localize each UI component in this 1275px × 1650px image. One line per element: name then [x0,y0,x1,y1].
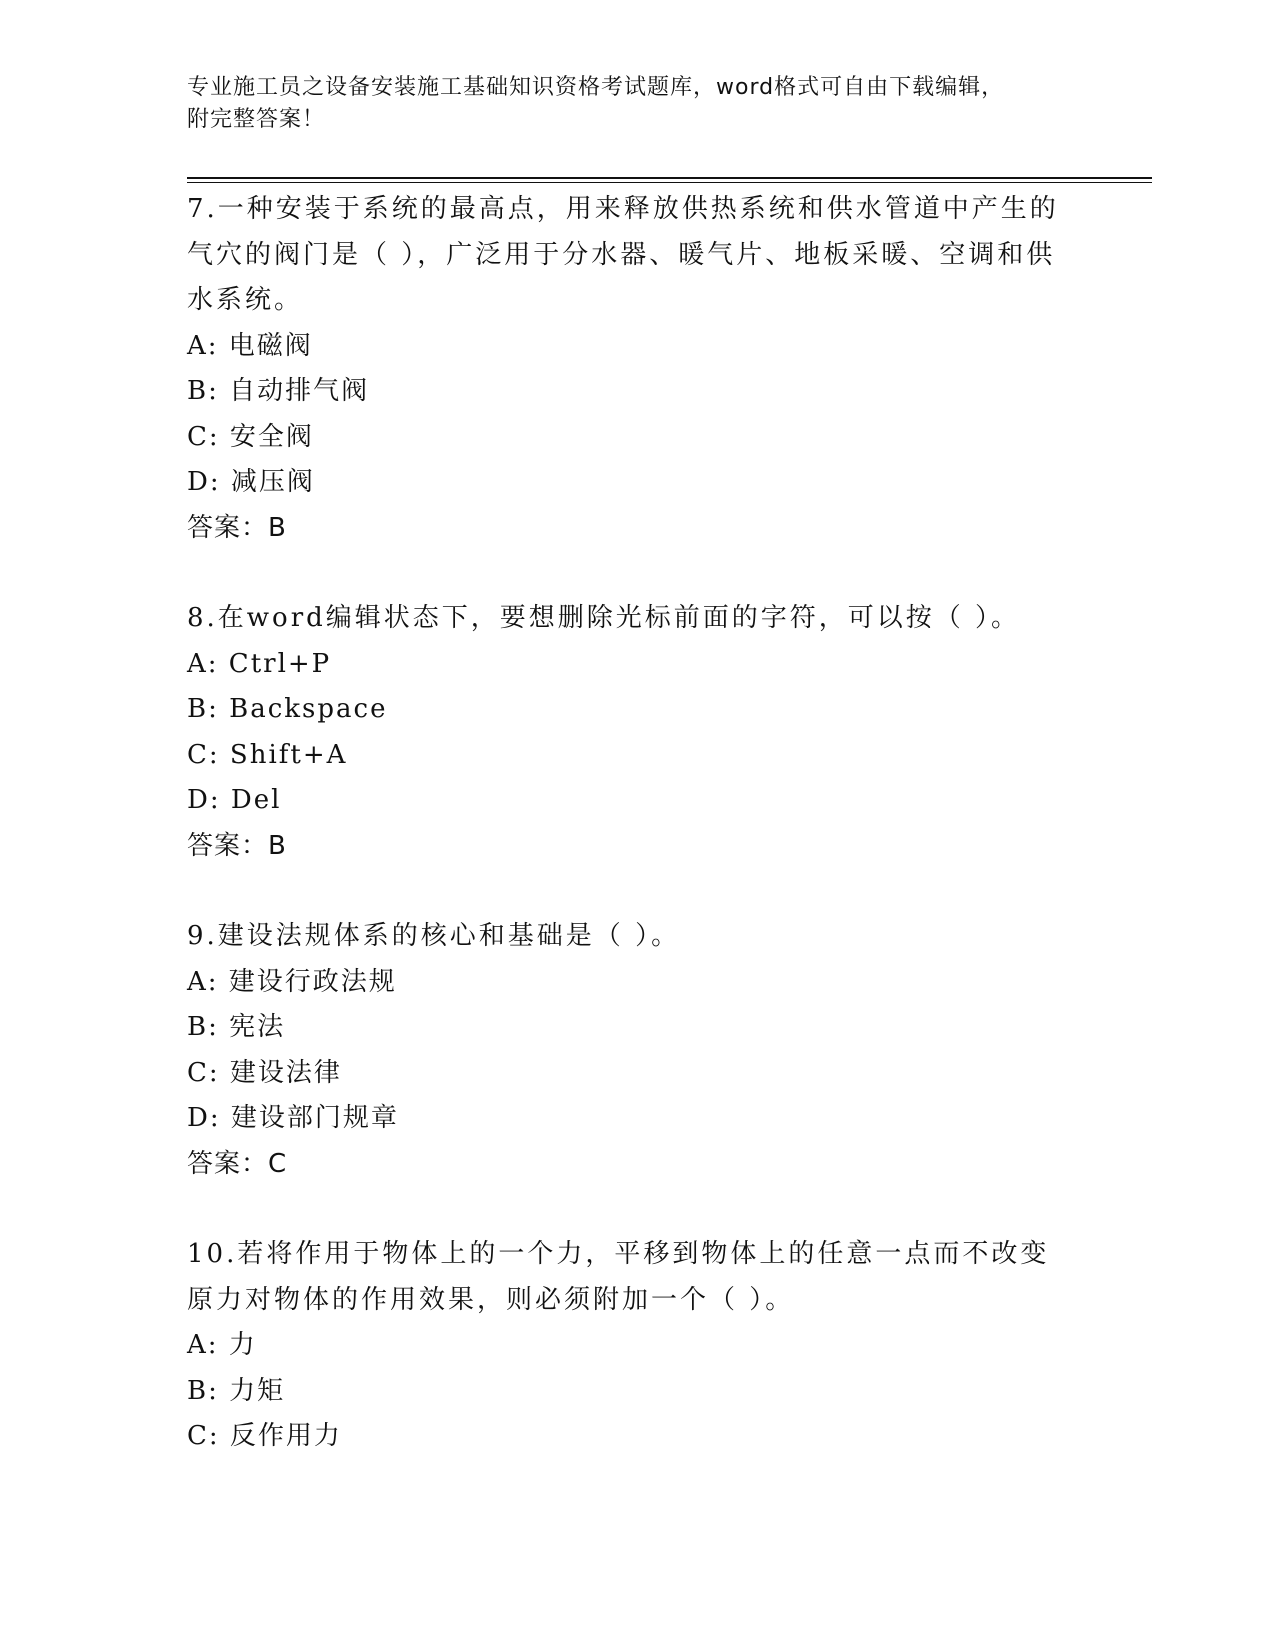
option-a: A: 建设行政法规 [187,966,397,997]
option-c: C: 反作用力 [187,1421,342,1451]
question-8 [187,596,1067,869]
question-stem: 8.在word编辑状态下，要想删除光标前面的字符，可以按（ ）。 [187,603,1021,633]
header-line-1: 专业施工员之设备安装施工基础知识资格考试题库，word格式可自由下载编辑， [187,75,1005,100]
question-7 [187,187,1067,551]
question-10 [187,1232,1067,1460]
document-header [187,72,1067,136]
option-d: D: Del [187,785,282,815]
question-stem: 7.一种安装于系统的最高点，用来释放供热系统和供水管道中产生的气穴的阀门是（ ），广泛用于分水器、暖气片、地板采暖、空调和供水系统。 [187,194,1059,315]
question-9 [187,914,1067,1187]
answer: 答案：C [187,1148,288,1179]
header-line-2: 附完整答案！ [187,107,326,132]
option-d: D: 减压阀 [187,467,315,497]
header-divider-thin [187,182,1152,183]
option-c: C: Shift+A [187,739,348,770]
answer: 答案：B [187,830,287,861]
option-a: A: 力 [187,1330,257,1360]
question-stem: 10.若将作用于物体上的一个力，平移到物体上的任意一点而不改变原力对物体的作用效果，则必须附加一个（ ）。 [187,1239,1050,1315]
option-a: A: Ctrl+P [187,648,332,679]
answer: 答案：B [187,512,287,543]
option-a: A: 电磁阀 [187,330,313,361]
option-d: D: 建设部门规章 [187,1103,399,1133]
question-list [187,187,1067,1505]
question-stem: 9.建设法规体系的核心和基础是（ ）。 [187,921,681,951]
option-b: B: Backspace [187,694,388,724]
option-c: C: 安全阀 [187,421,314,452]
option-b: B: 宪法 [187,1012,286,1042]
option-b: B: 力矩 [187,1375,286,1406]
header-divider-thick [187,177,1152,179]
option-c: C: 建设法律 [187,1057,342,1088]
option-b: B: 自动排气阀 [187,376,370,406]
